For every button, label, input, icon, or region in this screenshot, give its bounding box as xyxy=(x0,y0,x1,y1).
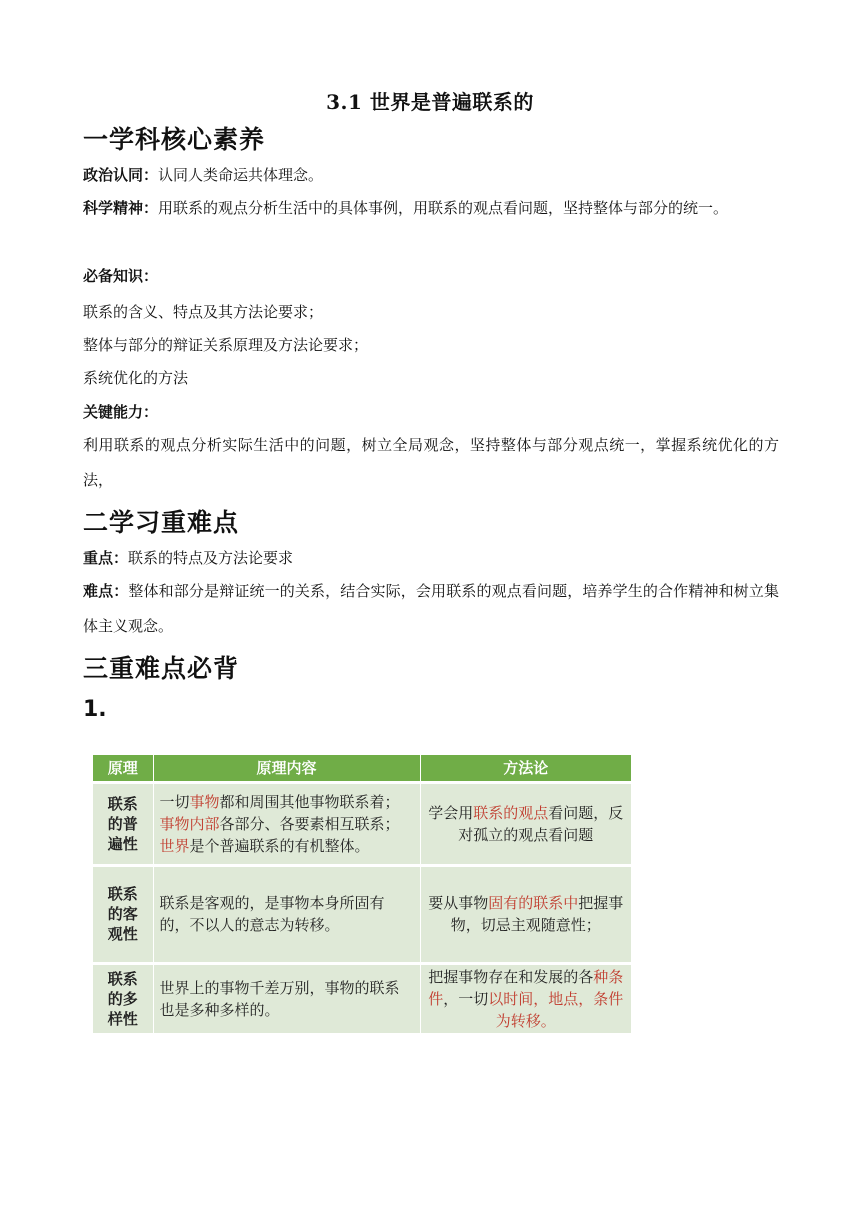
knowledge-item: 联系的含义、特点及其方法论要求； xyxy=(83,303,324,321)
method-segment: 看问题，反对孤立的观点看问题 xyxy=(458,803,624,844)
difficulty-paragraph xyxy=(83,574,779,644)
content-segment: 都和周围其他事物联系着； xyxy=(219,792,400,811)
header-methodology: 方法论 xyxy=(420,755,632,782)
knowledge-item: 整体与部分的辩证关系原理及方法论要求； xyxy=(83,336,369,354)
content-segment: 一切 xyxy=(159,792,190,811)
content-segment: 是个普遍联系的有机整体。 xyxy=(189,836,370,855)
science-text: 用联系的观点分析生活中的具体事例，用联系的观点看问题，坚持整体与部分的统一。 xyxy=(158,199,729,217)
table-header-row xyxy=(93,755,632,782)
methodology xyxy=(420,865,632,963)
method-segment: 联系的观点 xyxy=(473,803,549,822)
ability-paragraph: 利用联系的观点分析实际生活中的问题，树立全局观念，坚持整体与部分观点统一，掌握系统优化的方法， xyxy=(83,436,779,489)
content-segment: 各部分、各要素相互联系； xyxy=(219,814,400,833)
content-segment: 世界上的事物千差万别，事物的联系也是多种多样的。 xyxy=(159,978,400,1019)
principle-content xyxy=(153,963,420,1033)
methodology xyxy=(420,963,632,1033)
principle-content xyxy=(153,865,420,963)
principle-label: 联系 的客 观性 xyxy=(93,865,153,963)
political-text: 认同人类命运共体理念。 xyxy=(158,166,324,184)
science-spirit-paragraph xyxy=(83,191,779,226)
content-segment: 联系是客观的，是事物本身所固有的，不以人的意志为转移。 xyxy=(159,894,385,934)
science-label: 科学精神： xyxy=(83,199,159,217)
item-number: 1. xyxy=(83,697,107,722)
key-label: 重点： xyxy=(83,549,129,567)
content-segment: 事物 xyxy=(189,792,220,811)
header-content: 原理内容 xyxy=(153,755,420,782)
principle-content xyxy=(153,782,420,865)
knowledge-label: 必备知识： xyxy=(83,267,159,285)
header-principle: 原理 xyxy=(93,755,153,782)
page-title: 3.1 世界是普遍联系的 xyxy=(326,90,534,114)
method-segment: ，一切 xyxy=(443,989,489,1008)
political-identity-line xyxy=(83,165,323,185)
content-segment: 事物内部 xyxy=(159,814,220,833)
method-segment: 学会用 xyxy=(428,803,474,822)
content-segment: 世界 xyxy=(159,836,190,855)
political-label: 政治认同： xyxy=(83,166,159,184)
method-segment: 以时间，地点，条件为转移。 xyxy=(488,989,624,1030)
hard-label: 难点： xyxy=(83,582,129,600)
table-row xyxy=(93,963,632,1033)
hard-text: 整体和部分是辩证统一的关系，结合实际，会用联系的观点看问题，培养学生的合作精神和树立集体主义观念。 xyxy=(83,582,779,635)
principle-label: 联系 的普 遍性 xyxy=(93,782,153,865)
method-segment: 把握事物存在和发展的各 xyxy=(428,967,594,986)
section-heading-key-points: 二学习重难点 xyxy=(83,508,240,537)
key-text: 联系的特点及方法论要求 xyxy=(128,549,294,567)
knowledge-item: 系统优化的方法 xyxy=(83,369,189,387)
method-segment: 固有的联系中 xyxy=(488,894,579,912)
table-row xyxy=(93,782,632,865)
key-point-line xyxy=(83,548,293,568)
section-heading-core-literacy: 一学科核心素养 xyxy=(83,125,266,154)
ability-label: 关键能力： xyxy=(83,403,159,421)
methodology xyxy=(420,782,632,865)
method-segment: 要从事物 xyxy=(428,894,489,912)
method-segment: 把握事物，切忌主观随意性； xyxy=(450,894,624,934)
principle-table xyxy=(93,755,632,1033)
table-row xyxy=(93,865,632,963)
method-segment: 种条件 xyxy=(428,967,624,1008)
principle-label: 联系 的多 样性 xyxy=(93,963,153,1033)
section-heading-must-memorize: 三重难点必背 xyxy=(83,654,240,683)
